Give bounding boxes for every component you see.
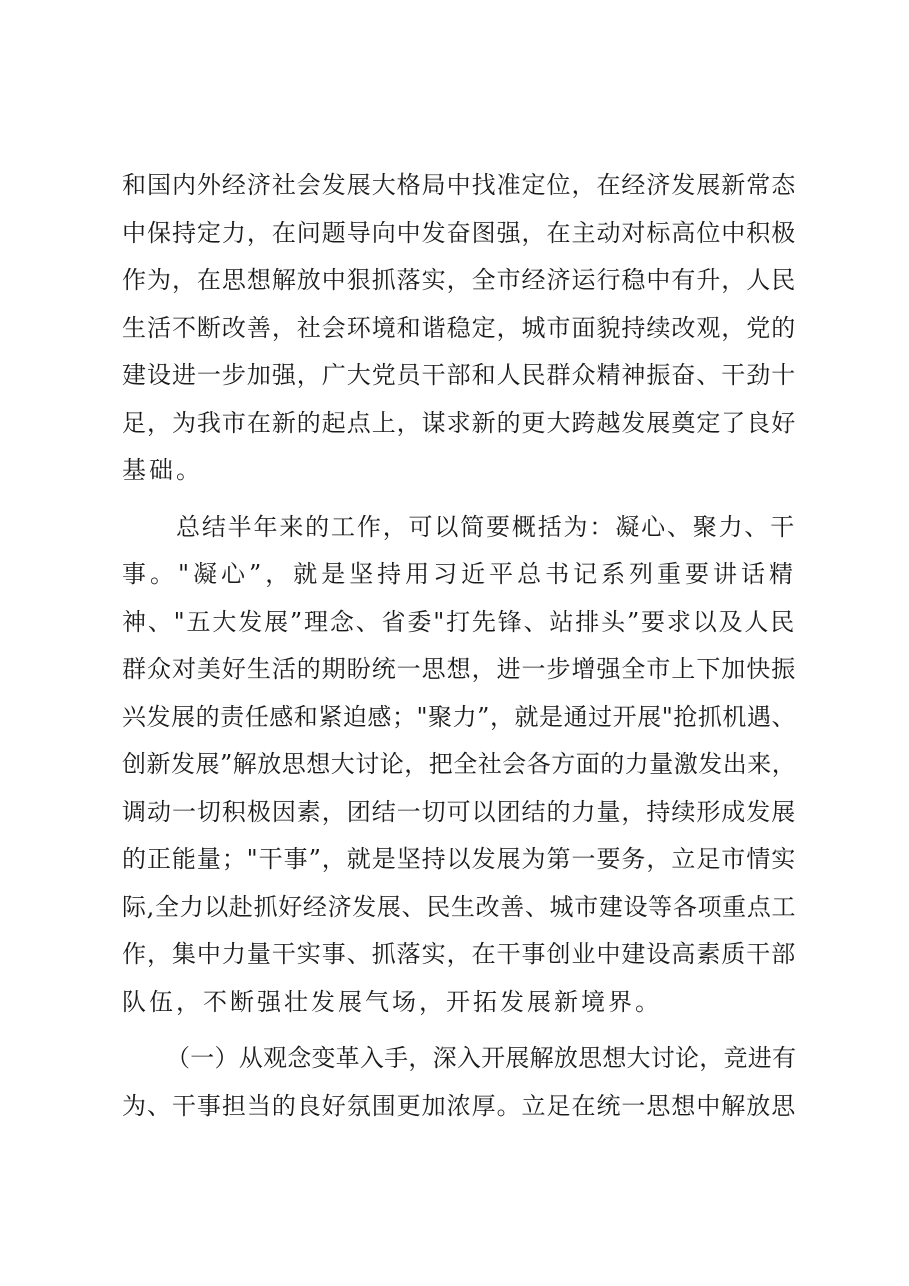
text-line: 基础。 bbox=[122, 456, 203, 484]
paragraph-1 bbox=[122, 162, 796, 495]
text-line: 建设进一步加强，广大党员干部和人民群众精神振奋、干劲十 bbox=[122, 361, 796, 389]
text-line: 际,全力以赴抓好经济发展、民生改善、城市建设等各项重点工 bbox=[122, 892, 796, 921]
text-line: 为、干事担当的良好氛围更加浓厚。立足在统一思想中解放思 bbox=[122, 1091, 796, 1120]
text-line: 作，集中力量干实事、抓落实，在干事创业中建设高素质干部 bbox=[122, 940, 796, 968]
paragraph-3 bbox=[122, 1035, 796, 1130]
text-line: 群众对美好生活的期盼统一思想，进一步增强全市上下加快振 bbox=[122, 655, 796, 683]
text-line: 生活不断改善，社会环境和谐稳定，城市面貌持续改观，党的 bbox=[122, 313, 796, 342]
text-line: 和国内外经济社会发展大格局中找准定位，在经济发展新常态 bbox=[122, 171, 796, 199]
text-line: 调动一切积极因素，团结一切可以团结的力量，持续形成发展 bbox=[122, 797, 796, 826]
text-line: 足，为我市在新的起点上，谋求新的更大跨越发展奠定了良好 bbox=[122, 408, 796, 437]
text-line: 总结半年来的工作，可以简要概括为：凝心、聚力、干 bbox=[176, 512, 796, 541]
document-body bbox=[122, 162, 796, 1130]
text-line: 创新发展”解放思想大讨论，把全社会各方面的力量激发出来， bbox=[122, 750, 797, 778]
text-line: 的正能量；"干事”，就是坚持以发展为第一要务，立足市情实 bbox=[122, 845, 796, 873]
text-line: （一）从观念变革入手，深入开展解放思想大讨论，竞进有 bbox=[166, 1044, 796, 1072]
text-line: 事。"凝心”，就是坚持用习近平总书记系列重要讲话精 bbox=[122, 560, 796, 588]
text-line: 作为，在思想解放中狠抓落实，全市经济运行稳中有升，人民 bbox=[122, 266, 796, 294]
text-line: 兴发展的责任感和紧迫感；"聚力”，就是通过开展"抢抓机遇、 bbox=[122, 702, 796, 731]
text-line: 队伍，不断强壮发展气场，开拓发展新境界。 bbox=[122, 987, 662, 1016]
text-line: 中保持定力，在问题导向中发奋图强，在主动对标高位中积极 bbox=[122, 218, 796, 247]
paragraph-2 bbox=[122, 504, 796, 1027]
text-line: 神、"五大发展”理念、省委"打先锋、站排头”要求以及人民 bbox=[122, 607, 796, 636]
